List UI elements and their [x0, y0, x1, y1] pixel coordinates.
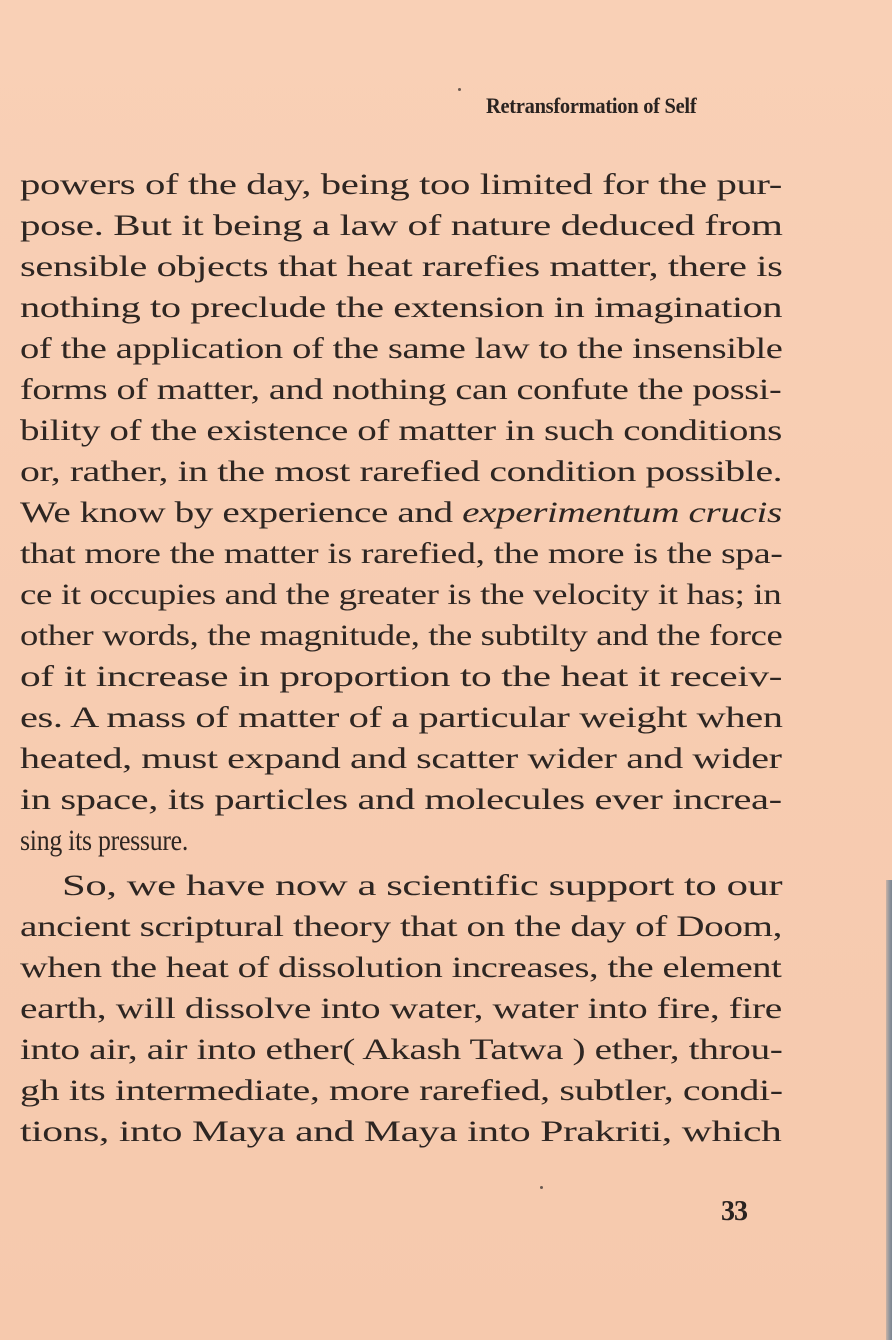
line-fit: ce it occupies and the greater is the velocity it has; in — [20, 578, 782, 611]
paper-speck — [540, 1186, 543, 1189]
text-line — [20, 1029, 782, 1070]
text-line — [20, 865, 782, 906]
line-fit: in space, its particles and molecules ever increa- — [20, 783, 782, 816]
line-fit: heated, must expand and scatter wider and wider — [20, 742, 782, 775]
text-line — [20, 164, 782, 205]
line-fit: or, rather, in the most rarefied condition possible. — [20, 455, 783, 488]
text-line — [20, 246, 782, 287]
text-line — [20, 205, 782, 246]
line-fit: that more the matter is rarefied, the more is the spa- — [20, 537, 783, 570]
line-fit: sensible objects that heat rarefies matter, there is — [20, 250, 783, 283]
line-fit: tions, into Maya and Maya into Prakriti, which — [20, 1115, 782, 1148]
running-head: Retransformation of Self — [486, 93, 697, 118]
line-fit: other words, the magnitude, the subtilty and the force — [20, 619, 783, 652]
text-line — [20, 574, 782, 615]
text-line — [20, 779, 782, 820]
line-fit — [20, 492, 782, 533]
text-line — [20, 369, 782, 410]
text-line — [20, 615, 782, 656]
text-line — [20, 1070, 782, 1111]
line-fit: pose. But it being a law of nature deduced from — [20, 209, 783, 242]
paragraph-2 — [20, 865, 782, 1152]
page-edge-shadow — [886, 880, 892, 1340]
paper-speck — [458, 88, 461, 91]
line-fit: powers of the day, being too limited for the pur- — [20, 168, 782, 201]
line-fit: es. A mass of matter of a particular weight when — [20, 701, 783, 734]
text-line — [20, 906, 782, 947]
line-fit: when the heat of dissolution increases, the element — [20, 951, 782, 984]
line-fit: into air, air into ether( Akash Tatwa ) ether, throu- — [20, 1033, 783, 1066]
text-line — [20, 410, 782, 451]
italic-phrase: experimentum crucis — [462, 496, 782, 529]
text-line — [20, 328, 782, 369]
line-fit: earth, will dissolve into water, water into fire, fire — [20, 992, 782, 1025]
text-line — [20, 656, 782, 697]
text-line — [20, 738, 782, 779]
line-fit: bility of the existence of matter in such conditions — [20, 414, 782, 447]
page-number: 33 — [721, 1196, 747, 1227]
line-fit: gh its intermediate, more rarefied, subtler, condi- — [20, 1074, 783, 1107]
text-line — [20, 947, 782, 988]
text-line — [20, 1111, 782, 1152]
line-fit: nothing to preclude the extension in imagination — [20, 291, 783, 324]
line-fit: of the application of the same law to the insensible — [20, 332, 783, 365]
text-line — [20, 988, 782, 1029]
line-fit: ancient scriptural theory that on the day of Doom, — [20, 910, 782, 943]
text-line — [20, 820, 782, 861]
line-fit: So, we have now a scientific support to our — [62, 869, 783, 902]
text-line — [20, 451, 782, 492]
line-fit: forms of matter, and nothing can confute the possi- — [20, 373, 782, 406]
body-text — [20, 164, 782, 1152]
text-segment: We know by experience and — [20, 496, 463, 529]
text-line — [20, 697, 782, 738]
text-line — [20, 287, 782, 328]
line-fit: of it increase in proportion to the heat it receiv- — [20, 660, 782, 693]
line-fit: sing its pressure. — [20, 824, 189, 857]
text-line — [20, 533, 782, 574]
text-line-with-italic — [20, 492, 782, 533]
paragraph-1 — [20, 164, 782, 861]
